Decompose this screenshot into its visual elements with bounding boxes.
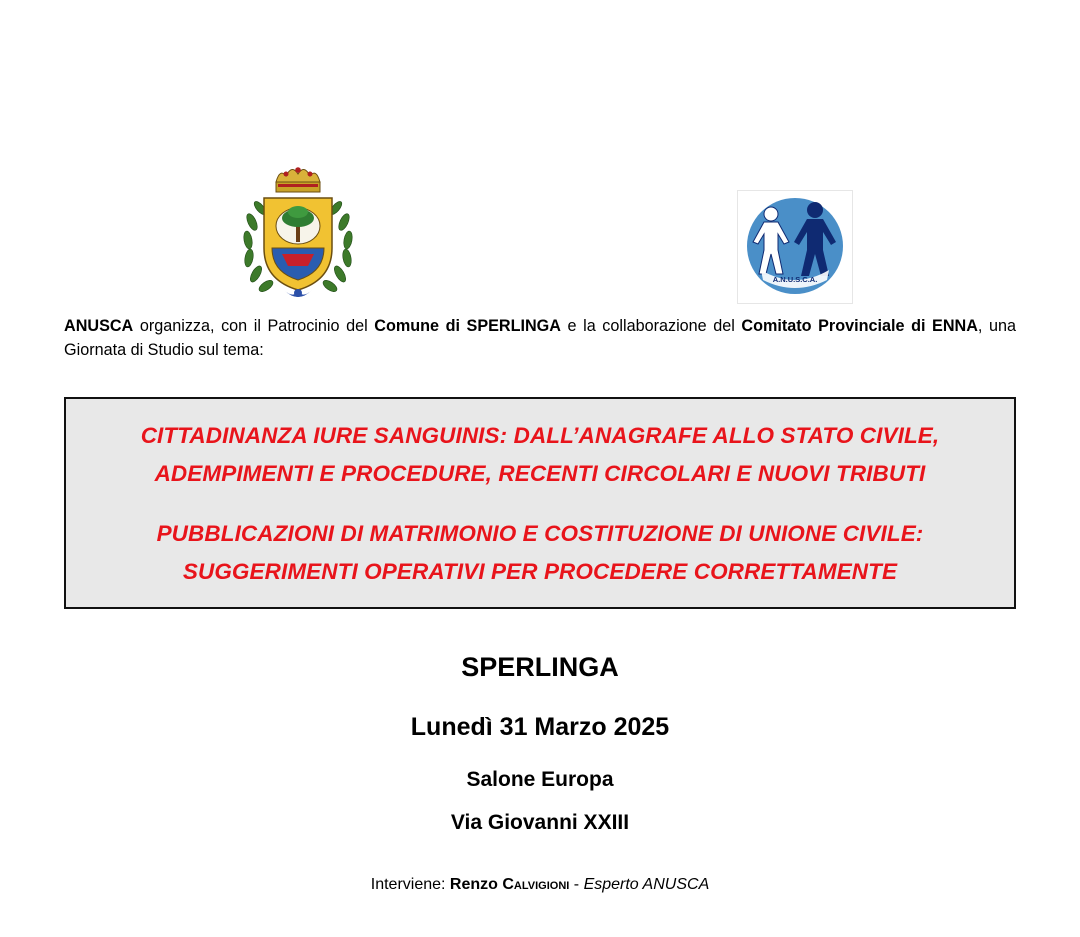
municipal-crest-icon: [238, 162, 358, 304]
speaker-separator: -: [569, 876, 584, 893]
event-date: Lunedì 31 Marzo 2025: [410, 713, 670, 741]
intro-text-3: , una Giornata di Studio sul tema:: [64, 317, 1016, 359]
theme-line-2: ADEMPIMENTI E PROCEDURE, RECENTI CIRCOLARI E NUOVI TRIBUTI: [154, 461, 926, 486]
org-name: ANUSCA: [64, 317, 134, 335]
intro-paragraph: [64, 314, 1016, 362]
event-place: SPERLINGA: [461, 652, 619, 682]
intro-text-2: e la collaborazione del: [560, 317, 742, 335]
intro-text-1: organizza, con il Patrocinio del: [133, 317, 375, 335]
speaker-last-name: Calvigioni: [502, 876, 570, 893]
crown-icon: [276, 167, 320, 192]
theme-line-4: SUGGERIMENTI OPERATIVI PER PROCEDERE CORRETTAMENTE: [182, 559, 898, 584]
theme-box: [64, 397, 1016, 609]
event-street: Via Giovanni XXIII: [450, 811, 630, 834]
event-hall: Salone Europa: [466, 768, 614, 791]
speaker-role: Esperto ANUSCA: [583, 876, 710, 893]
patron-name: Comune di SPERLINGA: [374, 317, 561, 335]
committee-name: Comitato Provinciale di ENNA: [741, 317, 978, 335]
theme-line-1: CITTADINANZA IURE SANGUINIS: DALL’ANAGRAFE ALLO STATO CIVILE,: [140, 423, 940, 448]
speaker-line: [0, 876, 1080, 894]
theme-line-3: PUBBLICAZIONI DI MATRIMONIO E COSTITUZIONE DI UNIONE CIVILE:: [156, 521, 924, 546]
speaker-first-name: Renzo: [449, 876, 503, 893]
speaker-prefix: Interviene:: [370, 876, 450, 893]
anusca-logo-icon: [737, 190, 853, 304]
anusca-logo-text: A.N.U.S.C.A.: [772, 275, 818, 284]
